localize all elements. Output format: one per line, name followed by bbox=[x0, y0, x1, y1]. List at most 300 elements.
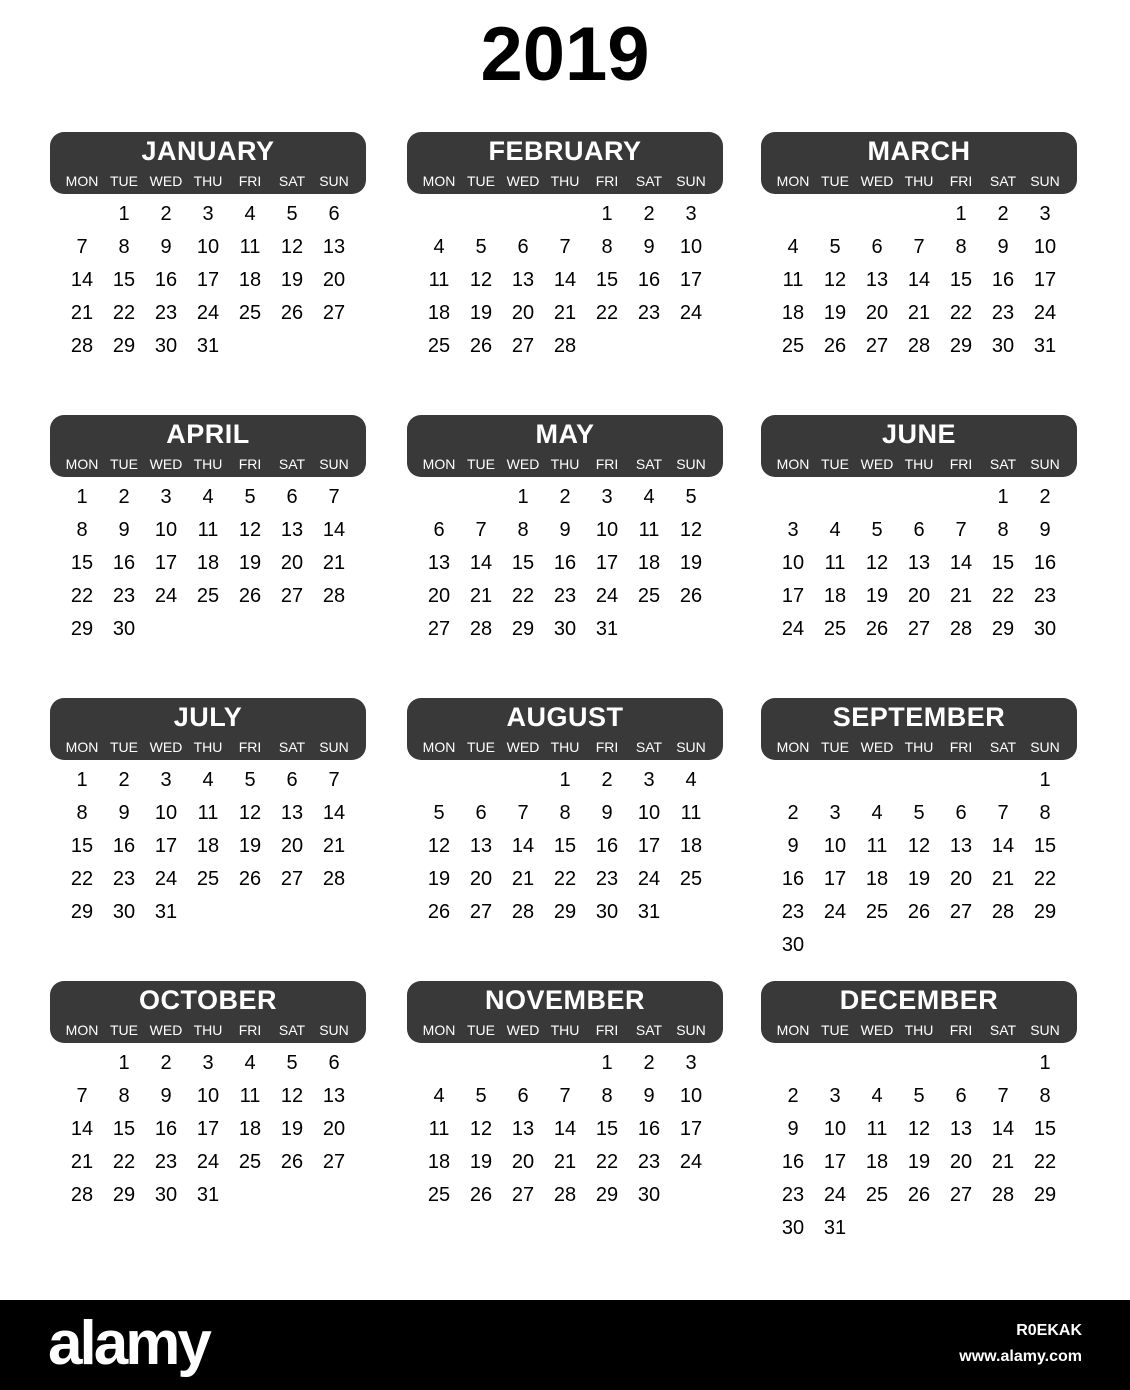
day-cell: 11 bbox=[680, 802, 702, 824]
day-blank bbox=[856, 1047, 898, 1080]
day-cell: 24 bbox=[637, 868, 661, 890]
weekday-label: WED bbox=[506, 456, 540, 472]
month-name: JULY bbox=[173, 702, 243, 732]
day-cell: 3 bbox=[160, 486, 172, 508]
day-cell: 23 bbox=[595, 868, 619, 890]
day-cell: 30 bbox=[154, 1184, 178, 1206]
weekday-row bbox=[772, 1021, 1066, 1039]
month-name: APRIL bbox=[166, 419, 250, 449]
day-cell: 6 bbox=[433, 519, 445, 541]
day-blank bbox=[418, 764, 460, 797]
day-cell: 3 bbox=[685, 203, 697, 225]
day-cell: 8 bbox=[997, 519, 1009, 541]
day-cell: 14 bbox=[70, 1118, 94, 1140]
day-cell: 6 bbox=[517, 1085, 529, 1107]
day-cell: 19 bbox=[907, 1151, 931, 1173]
day-cell: 10 bbox=[637, 802, 661, 824]
day-cell: 2 bbox=[997, 203, 1009, 225]
day-cell: 7 bbox=[328, 769, 340, 791]
day-grid bbox=[61, 1047, 355, 1212]
day-cell: 8 bbox=[601, 1085, 613, 1107]
month-header bbox=[407, 132, 723, 194]
day-cell: 24 bbox=[196, 1151, 220, 1173]
day-cell: 22 bbox=[595, 302, 619, 324]
day-cell: 4 bbox=[244, 203, 256, 225]
day-cell: 6 bbox=[517, 236, 529, 258]
day-cell: 5 bbox=[829, 236, 841, 258]
month-june bbox=[761, 415, 1077, 646]
day-cell: 5 bbox=[475, 236, 487, 258]
day-cell: 10 bbox=[679, 1085, 703, 1107]
day-cell: 16 bbox=[781, 1151, 805, 1173]
day-cell: 12 bbox=[469, 1118, 493, 1140]
month-name: MAY bbox=[535, 419, 595, 449]
day-cell: 28 bbox=[70, 335, 94, 357]
day-cell: 27 bbox=[511, 1184, 535, 1206]
day-cell: 12 bbox=[823, 269, 847, 291]
weekday-label: SAT bbox=[989, 1022, 1017, 1038]
day-cell: 3 bbox=[787, 519, 799, 541]
weekday-label: SAT bbox=[278, 456, 306, 472]
weekday-label: SUN bbox=[319, 739, 349, 755]
day-cell: 24 bbox=[1033, 302, 1057, 324]
day-cell: 5 bbox=[913, 1085, 925, 1107]
weekday-row bbox=[418, 738, 712, 756]
day-cell: 25 bbox=[865, 901, 889, 923]
day-cell: 4 bbox=[787, 236, 799, 258]
day-cell: 30 bbox=[154, 335, 178, 357]
day-cell: 28 bbox=[511, 901, 535, 923]
day-cell: 17 bbox=[196, 269, 220, 291]
day-cell: 1 bbox=[997, 486, 1009, 508]
weekday-label: SUN bbox=[319, 1022, 349, 1038]
weekday-label: SAT bbox=[635, 1022, 663, 1038]
day-cell: 23 bbox=[637, 302, 661, 324]
day-cell: 20 bbox=[511, 302, 535, 324]
day-cell: 11 bbox=[197, 802, 219, 824]
day-cell: 19 bbox=[865, 585, 889, 607]
day-cell: 16 bbox=[637, 269, 661, 291]
day-cell: 26 bbox=[865, 618, 889, 640]
day-cell: 12 bbox=[280, 1085, 304, 1107]
day-cell: 23 bbox=[991, 302, 1015, 324]
day-cell: 6 bbox=[871, 236, 883, 258]
day-blank bbox=[814, 481, 856, 514]
day-cell: 3 bbox=[202, 203, 214, 225]
day-cell: 14 bbox=[469, 552, 493, 574]
day-cell: 9 bbox=[559, 519, 571, 541]
day-cell: 13 bbox=[322, 236, 346, 258]
day-grid bbox=[418, 198, 712, 363]
weekday-label: MON bbox=[65, 456, 99, 472]
day-cell: 18 bbox=[238, 1118, 262, 1140]
day-cell: 28 bbox=[991, 1184, 1015, 1206]
day-cell: 12 bbox=[907, 1118, 931, 1140]
day-cell: 27 bbox=[427, 618, 451, 640]
day-cell: 8 bbox=[559, 802, 571, 824]
day-cell: 7 bbox=[76, 1085, 88, 1107]
day-cell: 10 bbox=[781, 552, 805, 574]
day-cell: 6 bbox=[328, 203, 340, 225]
day-cell: 4 bbox=[433, 236, 445, 258]
weekday-label: FRI bbox=[238, 1022, 262, 1038]
day-blank bbox=[814, 1047, 856, 1080]
day-cell: 22 bbox=[949, 302, 973, 324]
day-cell: 2 bbox=[643, 203, 655, 225]
month-header bbox=[407, 415, 723, 477]
day-cell: 20 bbox=[949, 1151, 973, 1173]
day-grid bbox=[418, 1047, 712, 1212]
day-cell: 10 bbox=[823, 835, 847, 857]
day-cell: 8 bbox=[118, 236, 130, 258]
day-cell: 20 bbox=[949, 868, 973, 890]
day-cell: 14 bbox=[322, 802, 346, 824]
day-cell: 29 bbox=[70, 901, 94, 923]
weekday-label: SUN bbox=[676, 739, 706, 755]
day-cell: 1 bbox=[559, 769, 571, 791]
day-cell: 27 bbox=[469, 901, 493, 923]
month-name: JANUARY bbox=[141, 136, 275, 166]
day-cell: 30 bbox=[991, 335, 1015, 357]
image-id: R0EKAK bbox=[1016, 1322, 1082, 1339]
day-cell: 7 bbox=[913, 236, 925, 258]
weekday-label: SUN bbox=[1030, 173, 1060, 189]
day-cell: 19 bbox=[238, 835, 262, 857]
weekday-label: WED bbox=[506, 739, 540, 755]
day-cell: 26 bbox=[280, 302, 304, 324]
day-cell: 11 bbox=[638, 519, 660, 541]
day-cell: 26 bbox=[907, 1184, 931, 1206]
day-grid bbox=[772, 481, 1066, 646]
day-cell: 6 bbox=[286, 769, 298, 791]
day-blank bbox=[898, 764, 940, 797]
day-cell: 7 bbox=[997, 1085, 1009, 1107]
day-cell: 22 bbox=[511, 585, 535, 607]
day-cell: 29 bbox=[1033, 901, 1057, 923]
day-cell: 29 bbox=[553, 901, 577, 923]
day-blank bbox=[544, 198, 586, 231]
day-cell: 6 bbox=[913, 519, 925, 541]
day-cell: 30 bbox=[637, 1184, 661, 1206]
day-cell: 28 bbox=[553, 1184, 577, 1206]
day-cell: 1 bbox=[601, 203, 613, 225]
day-cell: 26 bbox=[907, 901, 931, 923]
weekday-label: SUN bbox=[1030, 739, 1060, 755]
weekday-label: FRI bbox=[595, 1022, 619, 1038]
day-cell: 16 bbox=[112, 552, 136, 574]
day-cell: 2 bbox=[160, 1052, 172, 1074]
day-cell: 24 bbox=[154, 585, 178, 607]
day-cell: 5 bbox=[475, 1085, 487, 1107]
day-blank bbox=[61, 198, 103, 231]
day-cell: 19 bbox=[238, 552, 262, 574]
weekday-label: THU bbox=[904, 173, 934, 189]
day-cell: 10 bbox=[1033, 236, 1057, 258]
day-cell: 5 bbox=[286, 203, 298, 225]
day-blank bbox=[856, 198, 898, 231]
month-header bbox=[407, 981, 723, 1043]
day-cell: 23 bbox=[154, 1151, 178, 1173]
month-name: JUNE bbox=[881, 419, 957, 449]
day-cell: 15 bbox=[553, 835, 577, 857]
day-cell: 2 bbox=[559, 486, 571, 508]
weekday-label: SAT bbox=[989, 173, 1017, 189]
day-cell: 21 bbox=[511, 868, 535, 890]
day-cell: 8 bbox=[955, 236, 967, 258]
weekday-label: THU bbox=[550, 1022, 580, 1038]
day-cell: 30 bbox=[781, 934, 805, 956]
month-august bbox=[407, 698, 723, 929]
day-cell: 11 bbox=[824, 552, 846, 574]
day-cell: 15 bbox=[595, 1118, 619, 1140]
day-cell: 13 bbox=[280, 519, 304, 541]
day-cell: 9 bbox=[997, 236, 1009, 258]
weekday-label: WED bbox=[149, 739, 183, 755]
day-cell: 21 bbox=[322, 552, 346, 574]
day-cell: 17 bbox=[196, 1118, 220, 1140]
day-cell: 25 bbox=[196, 585, 220, 607]
day-cell: 7 bbox=[475, 519, 487, 541]
day-cell: 17 bbox=[1033, 269, 1057, 291]
day-cell: 29 bbox=[1033, 1184, 1057, 1206]
day-cell: 17 bbox=[154, 552, 178, 574]
day-cell: 13 bbox=[511, 269, 535, 291]
day-blank bbox=[544, 1047, 586, 1080]
day-cell: 31 bbox=[196, 1184, 220, 1206]
day-cell: 28 bbox=[949, 618, 973, 640]
day-cell: 14 bbox=[322, 519, 346, 541]
day-cell: 16 bbox=[154, 269, 178, 291]
day-cell: 24 bbox=[823, 901, 847, 923]
day-blank bbox=[772, 198, 814, 231]
day-cell: 18 bbox=[865, 868, 889, 890]
day-cell: 22 bbox=[70, 585, 94, 607]
day-cell: 25 bbox=[427, 1184, 451, 1206]
weekday-label: SUN bbox=[1030, 1022, 1060, 1038]
weekday-label: WED bbox=[860, 173, 894, 189]
day-cell: 21 bbox=[553, 302, 577, 324]
day-cell: 1 bbox=[601, 1052, 613, 1074]
weekday-label: THU bbox=[904, 739, 934, 755]
day-cell: 1 bbox=[118, 1052, 130, 1074]
day-cell: 21 bbox=[469, 585, 493, 607]
day-cell: 16 bbox=[781, 868, 805, 890]
day-cell: 11 bbox=[428, 1118, 450, 1140]
day-cell: 7 bbox=[997, 802, 1009, 824]
weekday-label: FRI bbox=[949, 456, 973, 472]
day-cell: 15 bbox=[112, 1118, 136, 1140]
day-cell: 20 bbox=[427, 585, 451, 607]
weekday-label: TUE bbox=[821, 1022, 849, 1038]
month-july bbox=[50, 698, 366, 929]
day-cell: 24 bbox=[823, 1184, 847, 1206]
day-cell: 26 bbox=[238, 868, 262, 890]
weekday-label: THU bbox=[904, 1022, 934, 1038]
day-cell: 17 bbox=[154, 835, 178, 857]
day-cell: 9 bbox=[601, 802, 613, 824]
day-cell: 2 bbox=[787, 802, 799, 824]
weekday-label: TUE bbox=[467, 739, 495, 755]
day-cell: 23 bbox=[154, 302, 178, 324]
day-cell: 25 bbox=[865, 1184, 889, 1206]
day-blank bbox=[502, 764, 544, 797]
weekday-label: MON bbox=[65, 1022, 99, 1038]
weekday-label: THU bbox=[550, 739, 580, 755]
day-cell: 16 bbox=[154, 1118, 178, 1140]
day-blank bbox=[418, 1047, 460, 1080]
day-cell: 4 bbox=[202, 769, 214, 791]
weekday-label: FRI bbox=[595, 173, 619, 189]
day-grid bbox=[61, 764, 355, 929]
day-cell: 4 bbox=[685, 769, 697, 791]
day-cell: 26 bbox=[469, 335, 493, 357]
day-cell: 5 bbox=[244, 769, 256, 791]
day-cell: 16 bbox=[637, 1118, 661, 1140]
day-cell: 18 bbox=[865, 1151, 889, 1173]
day-cell: 2 bbox=[1039, 486, 1051, 508]
day-cell: 12 bbox=[238, 802, 262, 824]
day-cell: 29 bbox=[991, 618, 1015, 640]
day-blank bbox=[418, 198, 460, 231]
day-cell: 1 bbox=[76, 486, 88, 508]
weekday-label: FRI bbox=[595, 456, 619, 472]
day-cell: 27 bbox=[949, 1184, 973, 1206]
day-cell: 24 bbox=[595, 585, 619, 607]
day-cell: 3 bbox=[643, 769, 655, 791]
day-cell: 25 bbox=[427, 335, 451, 357]
day-cell: 9 bbox=[118, 802, 130, 824]
day-blank bbox=[856, 764, 898, 797]
day-cell: 17 bbox=[637, 835, 661, 857]
day-cell: 27 bbox=[907, 618, 931, 640]
day-cell: 5 bbox=[244, 486, 256, 508]
day-cell: 5 bbox=[913, 802, 925, 824]
day-cell: 17 bbox=[781, 585, 805, 607]
weekday-label: FRI bbox=[949, 173, 973, 189]
day-blank bbox=[814, 764, 856, 797]
day-cell: 26 bbox=[823, 335, 847, 357]
month-header bbox=[50, 415, 366, 477]
day-cell: 3 bbox=[601, 486, 613, 508]
weekday-label: SUN bbox=[319, 173, 349, 189]
day-cell: 11 bbox=[782, 269, 804, 291]
day-cell: 12 bbox=[427, 835, 451, 857]
day-blank bbox=[940, 764, 982, 797]
month-november bbox=[407, 981, 723, 1212]
day-cell: 17 bbox=[823, 1151, 847, 1173]
day-cell: 10 bbox=[196, 1085, 220, 1107]
day-cell: 5 bbox=[286, 1052, 298, 1074]
day-cell: 10 bbox=[595, 519, 619, 541]
weekday-label: MON bbox=[422, 1022, 456, 1038]
day-cell: 23 bbox=[637, 1151, 661, 1173]
day-blank bbox=[460, 481, 502, 514]
day-cell: 24 bbox=[154, 868, 178, 890]
day-cell: 15 bbox=[1033, 1118, 1057, 1140]
day-cell: 22 bbox=[595, 1151, 619, 1173]
day-cell: 30 bbox=[781, 1217, 805, 1239]
weekday-label: THU bbox=[193, 739, 223, 755]
day-cell: 16 bbox=[991, 269, 1015, 291]
day-cell: 11 bbox=[197, 519, 219, 541]
day-cell: 13 bbox=[427, 552, 451, 574]
day-cell: 12 bbox=[280, 236, 304, 258]
day-cell: 12 bbox=[469, 269, 493, 291]
day-blank bbox=[940, 481, 982, 514]
day-cell: 2 bbox=[643, 1052, 655, 1074]
day-grid bbox=[61, 481, 355, 646]
day-cell: 21 bbox=[907, 302, 931, 324]
weekday-label: THU bbox=[193, 456, 223, 472]
weekday-label: TUE bbox=[110, 739, 138, 755]
weekday-row bbox=[418, 1021, 712, 1039]
month-header bbox=[50, 132, 366, 194]
day-cell: 27 bbox=[322, 1151, 346, 1173]
month-header bbox=[50, 981, 366, 1043]
weekday-row bbox=[418, 172, 712, 190]
weekday-label: TUE bbox=[821, 456, 849, 472]
day-cell: 8 bbox=[1039, 1085, 1051, 1107]
day-cell: 7 bbox=[559, 236, 571, 258]
weekday-label: SUN bbox=[319, 456, 349, 472]
day-cell: 26 bbox=[469, 1184, 493, 1206]
site-url: www.alamy.com bbox=[959, 1348, 1082, 1365]
month-header bbox=[407, 698, 723, 760]
day-cell: 16 bbox=[553, 552, 577, 574]
weekday-label: TUE bbox=[821, 739, 849, 755]
day-cell: 14 bbox=[991, 1118, 1015, 1140]
weekday-row bbox=[772, 455, 1066, 473]
day-blank bbox=[898, 1047, 940, 1080]
day-cell: 30 bbox=[553, 618, 577, 640]
day-cell: 24 bbox=[679, 302, 703, 324]
day-blank bbox=[502, 1047, 544, 1080]
day-cell: 1 bbox=[517, 486, 529, 508]
month-name: MARCH bbox=[867, 136, 971, 166]
year-title: 2019 bbox=[480, 12, 650, 97]
day-cell: 15 bbox=[1033, 835, 1057, 857]
day-cell: 30 bbox=[112, 901, 136, 923]
month-october bbox=[50, 981, 366, 1212]
day-cell: 14 bbox=[991, 835, 1015, 857]
day-cell: 11 bbox=[428, 269, 450, 291]
day-cell: 21 bbox=[949, 585, 973, 607]
day-cell: 20 bbox=[907, 585, 931, 607]
day-cell: 22 bbox=[112, 1151, 136, 1173]
day-cell: 18 bbox=[238, 269, 262, 291]
weekday-label: THU bbox=[904, 456, 934, 472]
day-cell: 20 bbox=[280, 835, 304, 857]
day-cell: 18 bbox=[196, 552, 220, 574]
weekday-label: WED bbox=[860, 1022, 894, 1038]
day-cell: 21 bbox=[70, 302, 94, 324]
day-cell: 22 bbox=[553, 868, 577, 890]
day-cell: 11 bbox=[866, 835, 888, 857]
month-header bbox=[761, 698, 1077, 760]
month-name: DECEMBER bbox=[839, 985, 999, 1015]
day-cell: 21 bbox=[991, 868, 1015, 890]
day-cell: 3 bbox=[829, 802, 841, 824]
day-cell: 7 bbox=[559, 1085, 571, 1107]
weekday-label: MON bbox=[776, 739, 810, 755]
weekday-label: TUE bbox=[110, 173, 138, 189]
day-cell: 28 bbox=[469, 618, 493, 640]
day-cell: 30 bbox=[1033, 618, 1057, 640]
day-cell: 9 bbox=[643, 1085, 655, 1107]
weekday-label: SUN bbox=[676, 1022, 706, 1038]
day-cell: 3 bbox=[160, 769, 172, 791]
day-cell: 8 bbox=[517, 519, 529, 541]
